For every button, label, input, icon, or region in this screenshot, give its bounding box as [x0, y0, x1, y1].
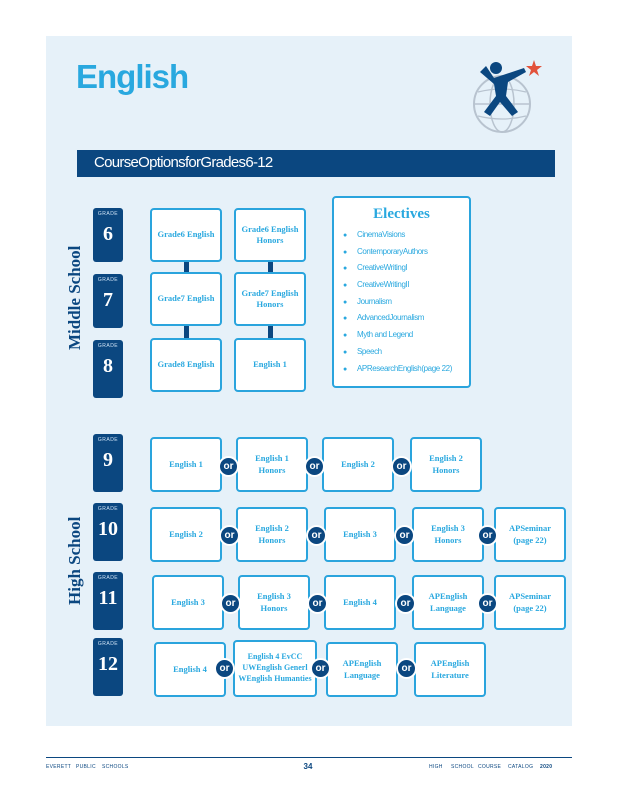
page-banner	[77, 150, 555, 177]
grade-word: GRADE	[97, 575, 119, 581]
grade-tab-8	[93, 340, 123, 398]
school-logo-icon	[466, 56, 552, 138]
grade-word: GRADE	[97, 343, 119, 349]
footer-word: SCHOOLS	[102, 764, 129, 770]
grade-number: 8	[103, 355, 113, 377]
bullet-icon: ●	[343, 265, 347, 273]
or-separator: or	[306, 525, 327, 546]
course-grade6-english: Grade6 English	[150, 208, 222, 262]
grade-tab-6	[93, 208, 123, 262]
footer-word: 2020	[540, 764, 553, 770]
course-g10-english2: English 2	[150, 507, 222, 562]
course-g11-english4: English 4	[324, 575, 396, 630]
flow-connector	[268, 262, 273, 272]
footer-word: COURSE	[478, 764, 502, 770]
bullet-icon: ●	[343, 298, 347, 306]
grade-word: GRADE	[97, 437, 119, 443]
footer-word: PUBLIC	[76, 764, 96, 770]
section-label-middle-school: Middle School	[65, 245, 84, 350]
electives-list	[343, 230, 452, 380]
grade-tab-7	[93, 274, 123, 328]
grade-word: GRADE	[97, 277, 119, 283]
footer-word: EVERETT	[46, 764, 72, 770]
grade-tab-10	[93, 503, 123, 561]
course-g9-english2-honors: English 2 Honors	[410, 437, 482, 492]
footer-divider	[46, 757, 572, 758]
elective-item: ● Myth and Legend	[343, 330, 413, 340]
course-g9-english1-honors: English 1 Honors	[236, 437, 308, 492]
course-grade8-english: Grade8 English	[150, 338, 222, 392]
bullet-icon: ●	[343, 282, 347, 290]
or-separator: or	[220, 593, 241, 614]
elective-item: ● CreativeWritingII	[343, 280, 410, 290]
elective-item: ● CreativeWritingI	[343, 263, 408, 273]
or-separator: or	[214, 658, 235, 679]
elective-item: ● ContemporaryAuthors	[343, 246, 428, 256]
bullet-icon: ●	[343, 232, 347, 239]
bullet-icon: ●	[343, 365, 347, 373]
course-g12-evcc-uw: English 4 EvCC UWEnglish Generl WEnglish Humanties	[233, 640, 317, 697]
grade-tab-9	[93, 434, 123, 492]
electives-box	[332, 196, 471, 388]
bullet-icon: ●	[343, 248, 347, 256]
bullet-icon: ●	[343, 332, 347, 340]
flow-connector	[184, 262, 189, 272]
course-g10-ap-seminar: APSeminar (page 22)	[494, 507, 566, 562]
elective-item: ● CinemaVisions	[343, 230, 406, 239]
course-g12-ap-language: APEnglish Language	[326, 642, 398, 697]
footer-word: CATALOG	[508, 764, 534, 770]
grade-number: 12	[98, 653, 118, 675]
course-g10-english2-honors: English 2 Honors	[236, 507, 308, 562]
or-separator: or	[391, 456, 412, 477]
page-number: 34	[303, 762, 313, 771]
flow-connector	[268, 326, 273, 338]
course-g11-ap-seminar: APSeminar (page 22)	[494, 575, 566, 630]
bullet-icon: ●	[343, 348, 347, 356]
grade-word: GRADE	[97, 211, 119, 217]
grade-number: 9	[103, 449, 113, 471]
course-grade7-english: Grade7 English	[150, 272, 222, 326]
banner-text: CourseOptionsforGrades6-12	[94, 154, 273, 171]
or-separator: or	[307, 593, 328, 614]
course-g10-english3-honors: English 3 Honors	[412, 507, 484, 562]
grade-number: 7	[103, 289, 113, 311]
grade-tab-11	[93, 572, 123, 630]
course-g11-ap-language: APEnglish Language	[412, 575, 484, 630]
electives-heading: Electives	[373, 206, 430, 222]
course-g12-ap-literature: APEnglish Literature	[414, 642, 486, 697]
grade-word: GRADE	[97, 641, 119, 647]
or-separator: or	[395, 593, 416, 614]
page-title: English	[76, 58, 189, 95]
grade-number: 11	[98, 587, 118, 609]
or-separator: or	[394, 525, 415, 546]
footer-word: SCHOOL	[451, 764, 474, 770]
or-separator: or	[218, 456, 239, 477]
course-g9-english1: English 1	[150, 437, 222, 492]
footer-word: HIGH	[429, 764, 443, 770]
grade-number: 10	[98, 518, 118, 540]
elective-item: ● APResearchEnglish(page 22)	[343, 363, 452, 373]
grade-word: GRADE	[97, 506, 119, 512]
flow-connector	[184, 326, 189, 338]
course-english1-ms: English 1	[234, 338, 306, 392]
or-separator: or	[477, 593, 498, 614]
course-g12-english4: English 4	[154, 642, 226, 697]
course-g10-english3: English 3	[324, 507, 396, 562]
or-separator: or	[477, 525, 498, 546]
elective-item: ● Journalism	[343, 296, 392, 306]
or-separator: or	[396, 658, 417, 679]
course-g9-english2: English 2	[322, 437, 394, 492]
grade-tab-12	[93, 638, 123, 696]
course-grade6-english-honors: Grade6 English Honors	[234, 208, 306, 262]
course-g11-english3-honors: English 3 Honors	[238, 575, 310, 630]
grade-number: 6	[103, 223, 113, 245]
section-label-high-school: High School	[65, 516, 84, 605]
or-separator: or	[304, 456, 325, 477]
elective-item: ● AdvancedJournalism	[343, 313, 425, 323]
or-separator: or	[310, 658, 331, 679]
bullet-icon: ●	[343, 315, 347, 323]
elective-item: ● Speech	[343, 346, 382, 356]
course-g11-english3: English 3	[152, 575, 224, 630]
or-separator: or	[219, 525, 240, 546]
course-grade7-english-honors: Grade7 English Honors	[234, 272, 306, 326]
